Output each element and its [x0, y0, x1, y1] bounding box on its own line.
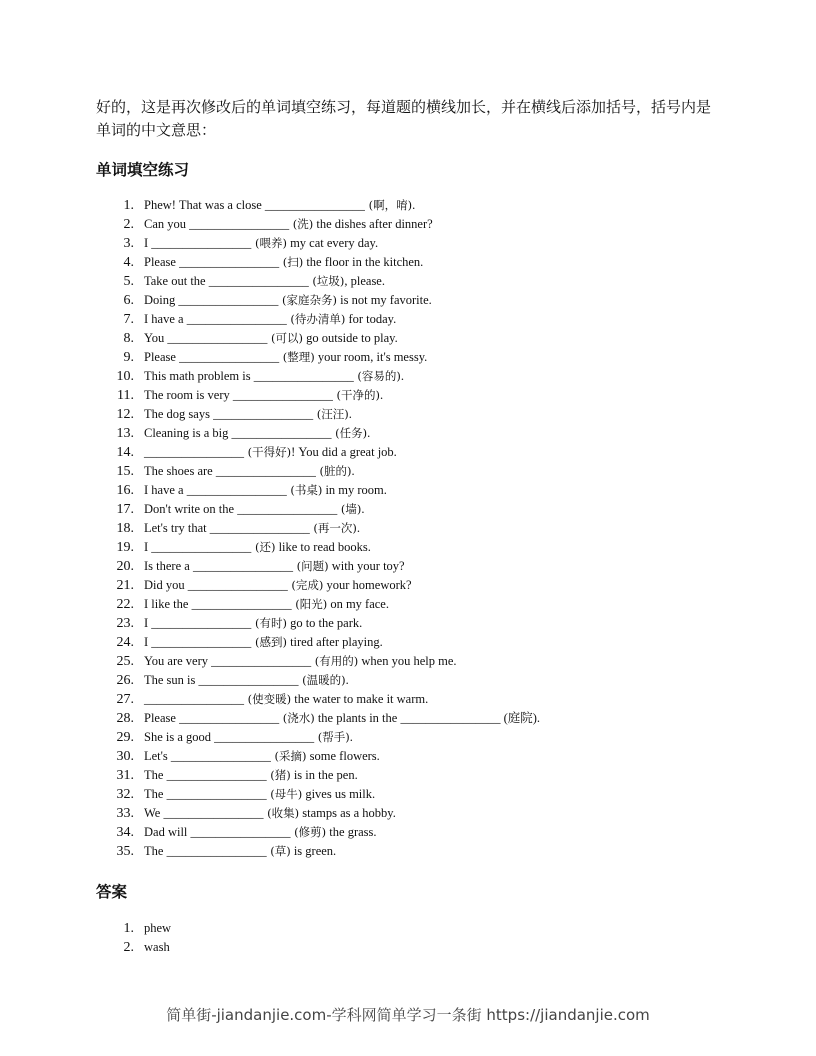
question-suffix: . — [345, 673, 349, 687]
question-prefix: Doing — [144, 293, 179, 307]
question-number: 34. — [116, 825, 134, 840]
answer-blank: ________________ — [190, 825, 291, 839]
question-number: 16. — [116, 483, 134, 498]
answer-blank: ________________ — [187, 578, 288, 592]
question-number: 13. — [116, 426, 134, 441]
question-number: 17. — [116, 502, 134, 517]
answer-blank: ________________ — [167, 331, 268, 345]
question-text — [144, 234, 378, 253]
answer-blank: ________________ — [215, 464, 316, 478]
question-text — [144, 272, 385, 291]
question-text — [144, 405, 352, 424]
question-number: 15. — [116, 464, 134, 479]
question-prefix: Is there a — [144, 559, 193, 573]
question-prefix: I — [144, 616, 152, 630]
question-prefix: I like the — [144, 597, 192, 611]
question-prefix: Please — [144, 350, 180, 364]
answer-number: 1. — [123, 921, 134, 936]
question-text — [144, 253, 423, 272]
answer-blank: ________________ — [209, 521, 310, 535]
chinese-hint: (使变暖) — [244, 692, 292, 706]
question-number: 18. — [116, 521, 134, 536]
chinese-hint: (问题) — [292, 559, 329, 573]
question-text — [144, 196, 415, 215]
chinese-hint: (书桌) — [286, 483, 323, 497]
question-number: 4. — [123, 255, 134, 270]
question-suffix: is green. — [290, 844, 337, 858]
question-suffix: for today. — [345, 312, 397, 326]
answer-blank: ________________ — [264, 198, 365, 212]
question-suffix: your room, it's messy. — [314, 350, 428, 364]
answer-number: 2. — [123, 940, 134, 955]
chinese-hint: (家庭杂务) — [278, 293, 338, 307]
answer-blank: ________________ — [198, 673, 299, 687]
question-suffix: . — [348, 407, 352, 421]
question-text — [144, 785, 375, 804]
question-prefix: Don't write on the — [144, 502, 238, 516]
question-suffix: the plants in the ________________ (庭院). — [314, 711, 541, 725]
question-number: 32. — [116, 787, 134, 802]
answer-blank: ________________ — [237, 502, 338, 516]
question-number: 28. — [116, 711, 134, 726]
question-suffix: the water to make it warm. — [291, 692, 429, 706]
chinese-hint: (整理) — [279, 350, 315, 364]
chinese-hint: (汪汪) — [313, 407, 349, 421]
question-prefix: I — [144, 236, 152, 250]
chinese-hint: (修剪) — [290, 825, 327, 839]
chinese-hint: (可以) — [267, 331, 304, 345]
question-prefix: I have a — [144, 483, 187, 497]
question-number: 27. — [116, 692, 134, 707]
question-suffix: ! You did a great job. — [291, 445, 397, 459]
question-suffix: is not my favorite. — [337, 293, 432, 307]
question-text — [144, 481, 387, 500]
question-prefix: This math problem is — [144, 369, 254, 383]
chinese-hint: (猪) — [266, 768, 291, 782]
question-number: 22. — [116, 597, 134, 612]
answer-blank: ________________ — [232, 388, 333, 402]
answer-blank: ________________ — [214, 730, 315, 744]
question-prefix: The — [144, 768, 167, 782]
answer-blank: ________________ — [151, 616, 252, 630]
question-suffix: with your toy? — [328, 559, 405, 573]
question-prefix: Take out the — [144, 274, 209, 288]
question-number: 31. — [116, 768, 134, 783]
question-prefix: The dog says — [144, 407, 214, 421]
chinese-hint: (啊，唷) — [364, 198, 413, 212]
question-suffix: stamps as a hobby. — [299, 806, 396, 820]
answer-blank: ________________ — [179, 711, 280, 725]
question-prefix: Let's — [144, 749, 171, 763]
answer-blank: ________________ — [144, 692, 244, 706]
question-number: 6. — [123, 293, 134, 308]
question-text — [144, 386, 383, 405]
chinese-hint: (浇水) — [279, 711, 315, 725]
question-prefix: The — [144, 787, 167, 801]
question-prefix: The — [144, 844, 167, 858]
chinese-hint: (有用的) — [311, 654, 359, 668]
answer-blank: ________________ — [166, 787, 267, 801]
question-suffix: the grass. — [326, 825, 377, 839]
answer-blank: ________________ — [192, 559, 293, 573]
question-suffix: in my room. — [322, 483, 387, 497]
answer-blank: ________________ — [170, 749, 271, 763]
chinese-hint: (干净的) — [332, 388, 381, 402]
question-number: 3. — [123, 236, 134, 251]
question-text — [144, 424, 370, 443]
answer-text: phew — [144, 921, 172, 935]
answer-blank: ________________ — [186, 483, 287, 497]
question-suffix: your homework? — [323, 578, 412, 592]
chinese-hint: (有时) — [251, 616, 287, 630]
question-number: 35. — [116, 844, 134, 859]
chinese-hint: (帮手) — [314, 730, 350, 744]
answer-blank: ________________ — [151, 635, 252, 649]
question-number: 9. — [123, 350, 134, 365]
question-text — [144, 804, 396, 823]
question-suffix: . — [412, 198, 416, 212]
question-number: 7. — [123, 312, 134, 327]
answer-blank: ________________ — [179, 255, 280, 269]
question-text — [144, 329, 398, 348]
question-text — [144, 671, 349, 690]
question-number: 11. — [117, 388, 134, 403]
question-text — [144, 709, 540, 728]
question-suffix: . — [380, 388, 384, 402]
answer-blank: ________________ — [191, 597, 292, 611]
question-prefix: The shoes are — [144, 464, 216, 478]
answers-heading: 答案 — [96, 883, 128, 901]
question-number: 33. — [116, 806, 134, 821]
question-text — [144, 728, 353, 747]
question-number: 26. — [116, 673, 134, 688]
question-text — [144, 690, 428, 709]
question-text — [144, 595, 389, 614]
question-suffix: . — [367, 426, 371, 440]
question-number: 30. — [116, 749, 134, 764]
question-text — [144, 348, 427, 367]
answer-blank: ________________ — [211, 654, 312, 668]
answer-blank: ________________ — [144, 445, 244, 459]
question-suffix: some flowers. — [306, 749, 380, 763]
question-prefix: Can you — [144, 217, 190, 231]
question-prefix: Please — [144, 255, 180, 269]
chinese-hint: (垃圾) — [308, 274, 345, 288]
answer-blank: ________________ — [208, 274, 309, 288]
chinese-hint: (还) — [251, 540, 276, 554]
question-text — [144, 747, 380, 766]
question-suffix: on my face. — [327, 597, 389, 611]
chinese-hint: (再一次) — [309, 521, 357, 535]
answer-blank: ________________ — [186, 312, 287, 326]
chinese-hint: (收集) — [263, 806, 300, 820]
question-prefix: Phew! That was a close — [144, 198, 265, 212]
chinese-hint: (喂养) — [251, 236, 287, 250]
question-suffix: the dishes after dinner? — [313, 217, 433, 231]
question-suffix: . — [351, 464, 355, 478]
question-text — [144, 367, 404, 386]
answer-blank: ________________ — [178, 293, 279, 307]
question-number: 23. — [116, 616, 134, 631]
chinese-hint: (完成) — [287, 578, 324, 592]
question-prefix: The room is very — [144, 388, 233, 402]
footer-watermark: 简单街-jiandanjie.com-学科网简单学习一条街 https://jiandanjie.com — [166, 1006, 650, 1024]
question-prefix: I — [144, 635, 152, 649]
question-number: 29. — [116, 730, 134, 745]
answer-blank: ________________ — [189, 217, 290, 231]
answer-blank: ________________ — [151, 236, 252, 250]
chinese-hint: (温暖的) — [298, 673, 346, 687]
question-number: 10. — [116, 369, 134, 384]
question-suffix: . — [400, 369, 404, 383]
question-number: 12. — [116, 407, 134, 422]
question-text — [144, 633, 383, 652]
question-text — [144, 291, 432, 310]
question-text — [144, 766, 358, 785]
question-prefix: Dad will — [144, 825, 191, 839]
question-number: 24. — [116, 635, 134, 650]
chinese-hint: (墙) — [337, 502, 362, 516]
question-suffix: like to read books. — [275, 540, 371, 554]
answer-blank: ________________ — [213, 407, 314, 421]
question-suffix: , please. — [344, 274, 385, 288]
chinese-hint: (阳光) — [291, 597, 328, 611]
question-prefix: She is a good — [144, 730, 215, 744]
question-text — [144, 215, 433, 234]
question-prefix: We — [144, 806, 164, 820]
exercise-heading: 单词填空练习 — [96, 161, 190, 179]
question-prefix: I — [144, 540, 152, 554]
question-text — [144, 652, 457, 671]
question-number: 8. — [123, 331, 134, 346]
question-number: 25. — [116, 654, 134, 669]
question-text — [144, 842, 336, 861]
question-suffix: go to the park. — [286, 616, 363, 630]
answer-blank: ________________ — [166, 768, 267, 782]
question-text — [144, 500, 364, 519]
question-number: 1. — [123, 198, 134, 213]
question-text — [144, 576, 412, 595]
question-prefix: You — [144, 331, 168, 345]
chinese-hint: (任务) — [331, 426, 368, 440]
question-suffix: the floor in the kitchen. — [303, 255, 424, 269]
question-number: 20. — [116, 559, 134, 574]
question-number: 2. — [123, 217, 134, 232]
intro-paragraph: 好的，这是再次修改后的单词填空练习，每道题的横线加长，并在横线后添加括号，括号内是单词的中文意思： — [96, 98, 712, 139]
question-number: 5. — [123, 274, 134, 289]
question-prefix: The sun is — [144, 673, 199, 687]
answer-text: wash — [144, 940, 170, 954]
question-text — [144, 614, 362, 633]
question-text — [144, 519, 360, 538]
question-suffix: . — [356, 521, 361, 535]
chinese-hint: (扫) — [279, 255, 304, 269]
question-suffix: tired after playing. — [286, 635, 383, 649]
question-suffix: my cat every day. — [286, 236, 379, 250]
question-text — [144, 310, 396, 329]
question-suffix: when you help me. — [358, 654, 457, 668]
question-text — [144, 557, 405, 576]
question-suffix: go outside to play. — [303, 331, 398, 345]
question-prefix: Please — [144, 711, 180, 725]
question-text — [144, 538, 371, 557]
question-prefix: I have a — [144, 312, 187, 326]
answer-blank: ________________ — [231, 426, 332, 440]
question-number: 19. — [116, 540, 134, 555]
question-text — [144, 823, 377, 842]
question-suffix: . — [349, 730, 353, 744]
chinese-hint: (待办清单) — [286, 312, 346, 326]
question-suffix: is in the pen. — [290, 768, 358, 782]
answer-blank: ________________ — [166, 844, 267, 858]
question-text — [144, 462, 355, 481]
chinese-hint: (脏的) — [315, 464, 352, 478]
answer-blank: ________________ — [163, 806, 264, 820]
chinese-hint: (采摘) — [270, 749, 307, 763]
question-suffix: . — [361, 502, 365, 516]
question-prefix: Did you — [144, 578, 188, 592]
chinese-hint: (容易的) — [353, 369, 401, 383]
question-prefix: You are very — [144, 654, 212, 668]
chinese-hint: (草) — [266, 844, 291, 858]
chinese-hint: (干得好) — [244, 445, 292, 459]
question-number: 14. — [116, 445, 134, 460]
question-number: 21. — [116, 578, 134, 593]
chinese-hint: (洗) — [289, 217, 314, 231]
answer-blank: ________________ — [151, 540, 252, 554]
chinese-hint: (感到) — [251, 635, 287, 649]
question-text — [144, 443, 397, 462]
answer-blank: ________________ — [179, 350, 280, 364]
question-suffix: gives us milk. — [302, 787, 376, 801]
chinese-hint: (母牛) — [266, 787, 303, 801]
answer-blank: ________________ — [253, 369, 354, 383]
question-prefix: Let's try that — [144, 521, 210, 535]
question-prefix: Cleaning is a big — [144, 426, 232, 440]
